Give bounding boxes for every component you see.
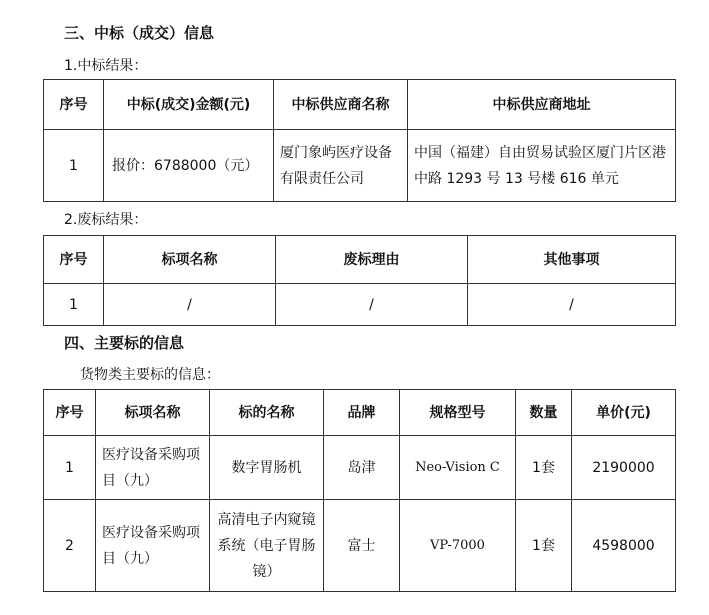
award-result-label: 1.中标结果： xyxy=(64,58,148,74)
goods-cell-index: 2 xyxy=(44,500,96,592)
void-table xyxy=(43,235,676,326)
table-row xyxy=(44,130,676,202)
goods-cell-unit-price: 2190000 xyxy=(572,436,676,500)
goods-cell-brand: 岛津 xyxy=(324,436,400,500)
goods-info-label: 货物类主要标的信息： xyxy=(80,367,220,383)
void-cell-other: / xyxy=(468,284,676,326)
table-row xyxy=(44,284,676,326)
void-table-header-row xyxy=(44,236,676,284)
award-header-amount: 中标(成交)金额(元) xyxy=(104,80,274,130)
award-table xyxy=(43,79,676,202)
award-cell-supplier: 厦门象屿医疗设备有限责任公司 xyxy=(274,130,408,202)
goods-header-index: 序号 xyxy=(44,390,96,436)
award-cell-index: 1 xyxy=(44,130,104,202)
void-header-reason: 废标理由 xyxy=(276,236,468,284)
award-table-header-row xyxy=(44,80,676,130)
section-4-title: 四、主要标的信息 xyxy=(64,334,185,352)
goods-cell-quantity: 1套 xyxy=(516,436,572,500)
goods-header-brand: 品牌 xyxy=(324,390,400,436)
goods-cell-item: 医疗设备采购项目（九） xyxy=(96,436,210,500)
void-cell-index: 1 xyxy=(44,284,104,326)
void-header-index: 序号 xyxy=(44,236,104,284)
award-header-index: 序号 xyxy=(44,80,104,130)
goods-header-quantity: 数量 xyxy=(516,390,572,436)
goods-header-item: 标项名称 xyxy=(96,390,210,436)
goods-table xyxy=(43,389,676,592)
goods-cell-item: 医疗设备采购项目（九） xyxy=(96,500,210,592)
table-row xyxy=(44,436,676,500)
award-cell-amount: 报价：6788000（元） xyxy=(104,130,274,202)
void-result-label: 2.废标结果： xyxy=(64,212,148,228)
goods-cell-model: VP-7000 xyxy=(400,500,516,592)
goods-cell-product: 高清电子内窥镜系统（电子胃肠镜） xyxy=(210,500,324,592)
award-header-supplier: 中标供应商名称 xyxy=(274,80,408,130)
void-header-other: 其他事项 xyxy=(468,236,676,284)
goods-header-unit-price: 单价(元) xyxy=(572,390,676,436)
void-cell-reason: / xyxy=(276,284,468,326)
void-cell-item: / xyxy=(104,284,276,326)
table-row xyxy=(44,500,676,592)
goods-table-header-row xyxy=(44,390,676,436)
award-cell-address: 中国（福建）自由贸易试验区厦门片区港中路 1293 号 13 号楼 616 单元 xyxy=(408,130,676,202)
goods-cell-model: Neo-Vision C xyxy=(400,436,516,500)
goods-cell-product: 数字胃肠机 xyxy=(210,436,324,500)
goods-header-model: 规格型号 xyxy=(400,390,516,436)
goods-cell-brand: 富士 xyxy=(324,500,400,592)
section-3-title: 三、中标（成交）信息 xyxy=(64,24,215,42)
goods-cell-unit-price: 4598000 xyxy=(572,500,676,592)
goods-cell-index: 1 xyxy=(44,436,96,500)
void-header-item: 标项名称 xyxy=(104,236,276,284)
goods-cell-quantity: 1套 xyxy=(516,500,572,592)
goods-header-product: 标的名称 xyxy=(210,390,324,436)
award-header-address: 中标供应商地址 xyxy=(408,80,676,130)
